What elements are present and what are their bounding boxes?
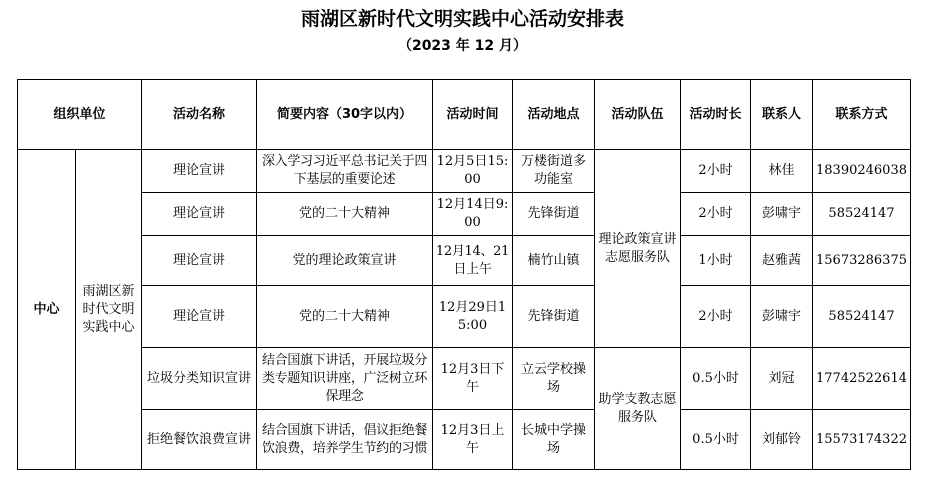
header-content: 简要内容（30字以内） bbox=[257, 80, 433, 150]
table-row bbox=[18, 193, 911, 236]
table-row bbox=[18, 286, 911, 348]
contact-cell: 彭啸宇 bbox=[751, 193, 813, 236]
header-duration: 活动时长 bbox=[681, 80, 751, 150]
activity-name-cell: 理论宣讲 bbox=[142, 150, 257, 193]
phone-cell: 17742522614 bbox=[813, 348, 911, 410]
place-cell: 立云学校操场 bbox=[513, 348, 595, 410]
header-place: 活动地点 bbox=[513, 80, 595, 150]
content-cell: 党的二十大精神 bbox=[257, 193, 433, 236]
activity-name-cell: 拒绝餐饮浪费宣讲 bbox=[142, 410, 257, 470]
activity-name-cell: 理论宣讲 bbox=[142, 286, 257, 348]
duration-cell: 0.5小时 bbox=[681, 348, 751, 410]
place-cell: 先锋街道 bbox=[513, 286, 595, 348]
phone-cell: 58524147 bbox=[813, 286, 911, 348]
place-cell: 楠竹山镇 bbox=[513, 236, 595, 286]
place-cell: 长城中学操场 bbox=[513, 410, 595, 470]
duration-cell: 2小时 bbox=[681, 150, 751, 193]
duration-cell: 0.5小时 bbox=[681, 410, 751, 470]
time-cell: 12月3日上午 bbox=[433, 410, 513, 470]
header-org: 组织单位 bbox=[18, 80, 142, 150]
activity-name-cell: 理论宣讲 bbox=[142, 193, 257, 236]
table-row bbox=[18, 410, 911, 470]
header-phone: 联系方式 bbox=[813, 80, 911, 150]
time-cell: 12月14日9:00 bbox=[433, 193, 513, 236]
duration-cell: 2小时 bbox=[681, 193, 751, 236]
contact-cell: 林佳 bbox=[751, 150, 813, 193]
content-cell: 结合国旗下讲话，开展垃圾分类专题知识讲座，广泛树立环保理念 bbox=[257, 348, 433, 410]
phone-cell: 58524147 bbox=[813, 193, 911, 236]
org-level-cell: 中心 bbox=[18, 150, 76, 470]
content-cell: 党的理论政策宣讲 bbox=[257, 236, 433, 286]
table-row bbox=[18, 348, 911, 410]
contact-cell: 彭啸宇 bbox=[751, 286, 813, 348]
header-row bbox=[18, 80, 911, 150]
team-cell-education: 助学支教志愿服务队 bbox=[595, 348, 681, 470]
page-title: 雨湖区新时代文明实践中心活动安排表 bbox=[300, 8, 624, 30]
time-cell: 12月29日15:00 bbox=[433, 286, 513, 348]
duration-cell: 1小时 bbox=[681, 236, 751, 286]
phone-cell: 15573174322 bbox=[813, 410, 911, 470]
time-cell: 12月14、21日上午 bbox=[433, 236, 513, 286]
header-team: 活动队伍 bbox=[595, 80, 681, 150]
table-row bbox=[18, 236, 911, 286]
table-row bbox=[18, 150, 911, 193]
content-cell: 深入学习习近平总书记关于四下基层的重要论述 bbox=[257, 150, 433, 193]
content-cell: 结合国旗下讲话，倡议拒绝餐饮浪费，培养学生节约的习惯 bbox=[257, 410, 433, 470]
header-contact: 联系人 bbox=[751, 80, 813, 150]
activity-schedule-table bbox=[17, 79, 911, 470]
activity-name-cell: 理论宣讲 bbox=[142, 236, 257, 286]
place-cell: 万楼街道多功能室 bbox=[513, 150, 595, 193]
activity-name-cell: 垃圾分类知识宣讲 bbox=[142, 348, 257, 410]
time-cell: 12月3日下午 bbox=[433, 348, 513, 410]
header-time: 活动时间 bbox=[433, 80, 513, 150]
time-cell: 12月5日15:00 bbox=[433, 150, 513, 193]
duration-cell: 2小时 bbox=[681, 286, 751, 348]
place-cell: 先锋街道 bbox=[513, 193, 595, 236]
page-subtitle: （2023 年 12 月） bbox=[397, 38, 528, 54]
contact-cell: 刘冠 bbox=[751, 348, 813, 410]
team-cell-theory: 理论政策宣讲志愿服务队 bbox=[595, 150, 681, 348]
contact-cell: 刘郁铃 bbox=[751, 410, 813, 470]
contact-cell: 赵雅茜 bbox=[751, 236, 813, 286]
phone-cell: 15673286375 bbox=[813, 236, 911, 286]
header-name: 活动名称 bbox=[142, 80, 257, 150]
content-cell: 党的二十大精神 bbox=[257, 286, 433, 348]
phone-cell: 18390246038 bbox=[813, 150, 911, 193]
org-unit-cell: 雨湖区新时代文明实践中心 bbox=[76, 150, 142, 470]
